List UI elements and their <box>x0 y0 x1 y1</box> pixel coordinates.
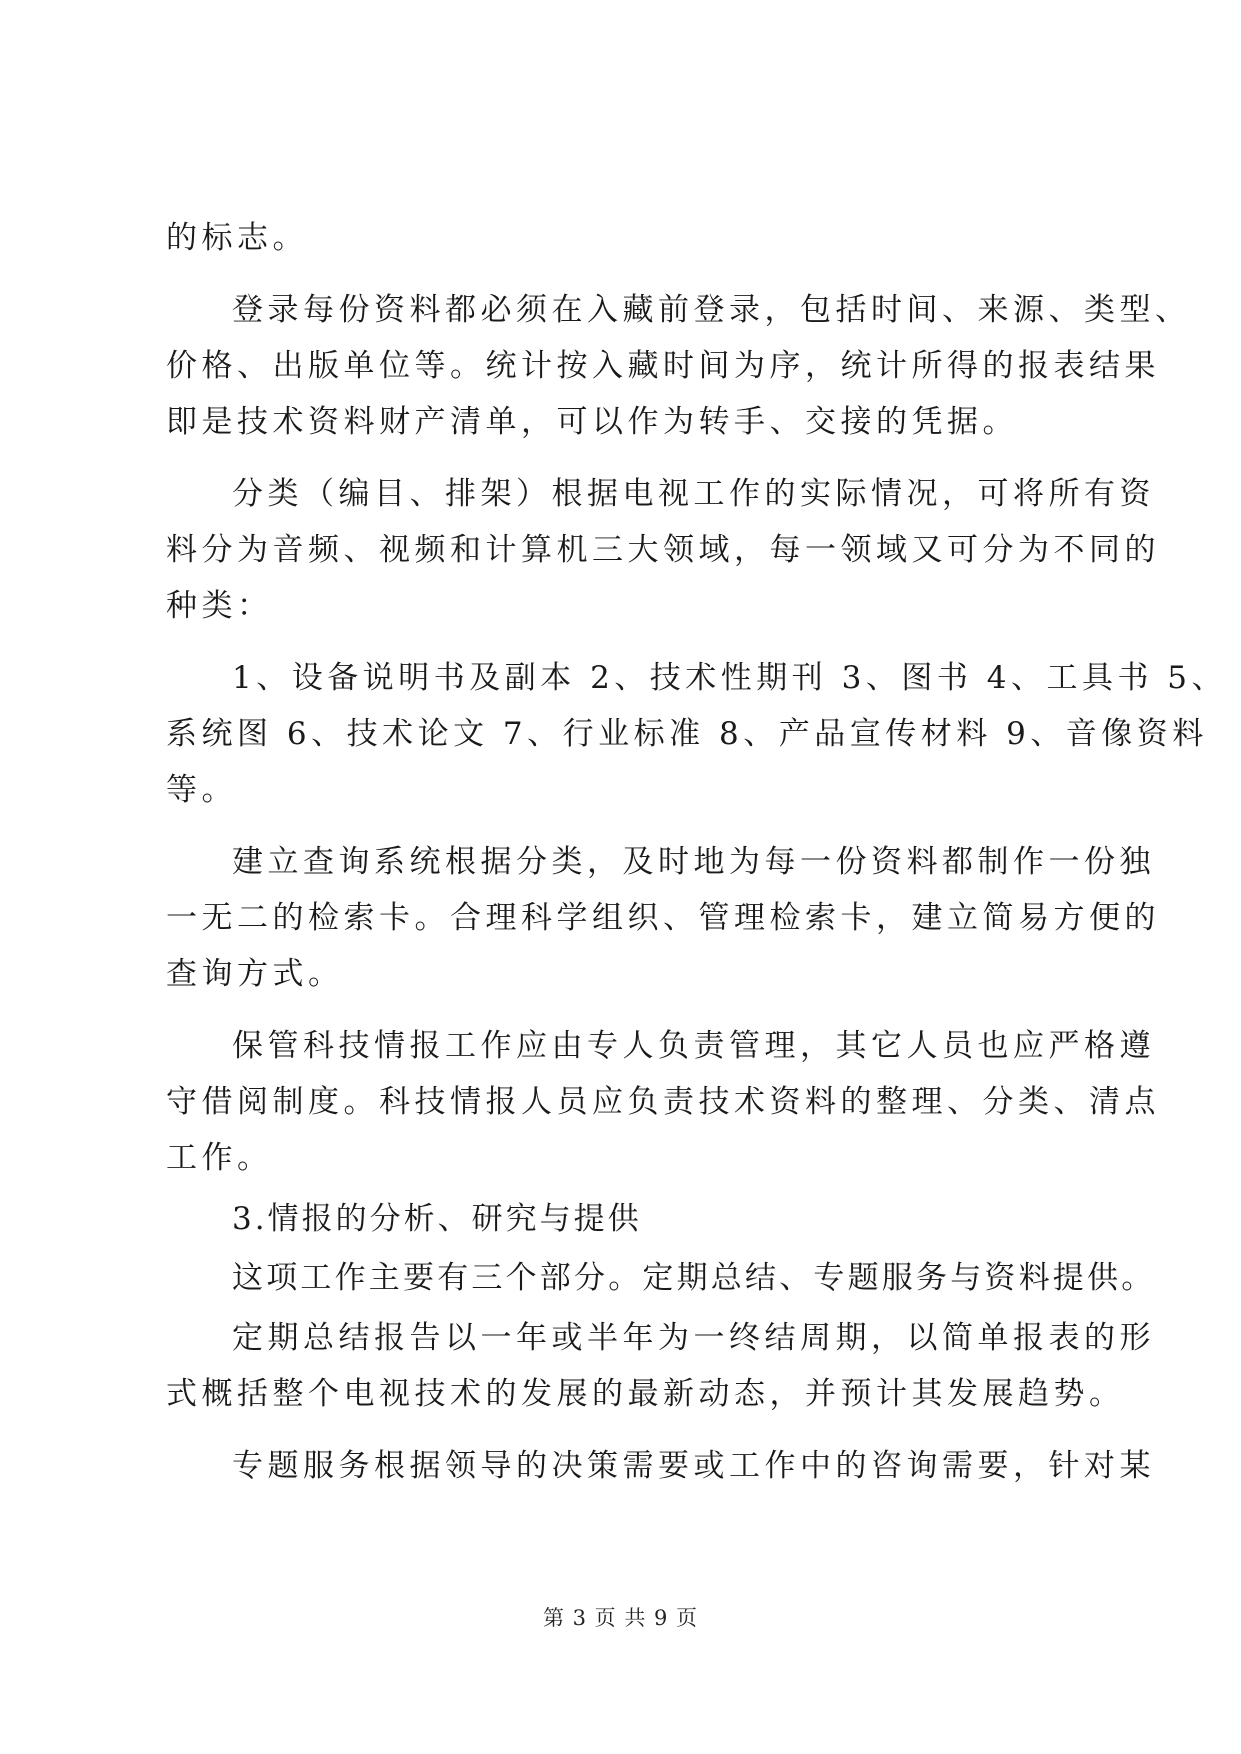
paragraph-first-line: 分类（编目、排架）根据电视工作的实际情况，可将所有资 <box>232 476 1155 512</box>
paragraph-first-line: 1、设备说明书及副本 2、技术性期刊 3、图书 4、工具书 5、 <box>232 660 1228 696</box>
paragraph-first-line: 登录每份资料都必须在入藏前登录，包括时间、来源、类型、 <box>232 292 1191 328</box>
text-line: 料分为音频、视频和计算机三大领域，每一领域又可分为不同的 <box>166 532 1160 568</box>
text-line: 工作。 <box>166 1140 273 1176</box>
text-line: 系统图 6、技术论文 7、行业标准 8、产品宣传材料 9、音像资料 <box>166 716 1208 752</box>
paragraph-first-line: 专题服务根据领导的决策需要或工作中的咨询需要，针对某 <box>232 1448 1155 1484</box>
text-line: 一无二的检索卡。合理科学组织、管理检索卡，建立简易方便的 <box>166 900 1160 936</box>
text-line: 的标志。 <box>166 220 308 256</box>
page-number-footer: 第 3 页 共 9 页 <box>542 1606 699 1630</box>
text-line: 式概括整个电视技术的发展的最新动态，并预计其发展趋势。 <box>166 1376 1125 1412</box>
text-line: 等。 <box>166 772 237 808</box>
paragraph-first-line: 建立查询系统根据分类，及时地为每一份资料都制作一份独 <box>232 844 1155 880</box>
paragraph-first-line: 保管科技情报工作应由专人负责管理，其它人员也应严格遵 <box>232 1028 1155 1064</box>
text-line: 种类： <box>166 588 273 624</box>
text-line: 价格、出版单位等。统计按入藏时间为序，统计所得的报表结果 <box>166 348 1160 384</box>
text-line: 查询方式。 <box>166 956 344 992</box>
text-line: 即是技术资料财产清单，可以作为转手、交接的凭据。 <box>166 404 1018 440</box>
section-heading: 3.情报的分析、研究与提供 <box>232 1201 642 1237</box>
text-line: 守借阅制度。科技情报人员应负责技术资料的整理、分类、清点 <box>166 1084 1160 1120</box>
paragraph-first-line: 定期总结报告以一年或半年为一终结周期，以简单报表的形 <box>232 1320 1155 1356</box>
paragraph-first-line: 这项工作主要有三个部分。定期总结、专题服务与资料提供。 <box>232 1260 1156 1296</box>
